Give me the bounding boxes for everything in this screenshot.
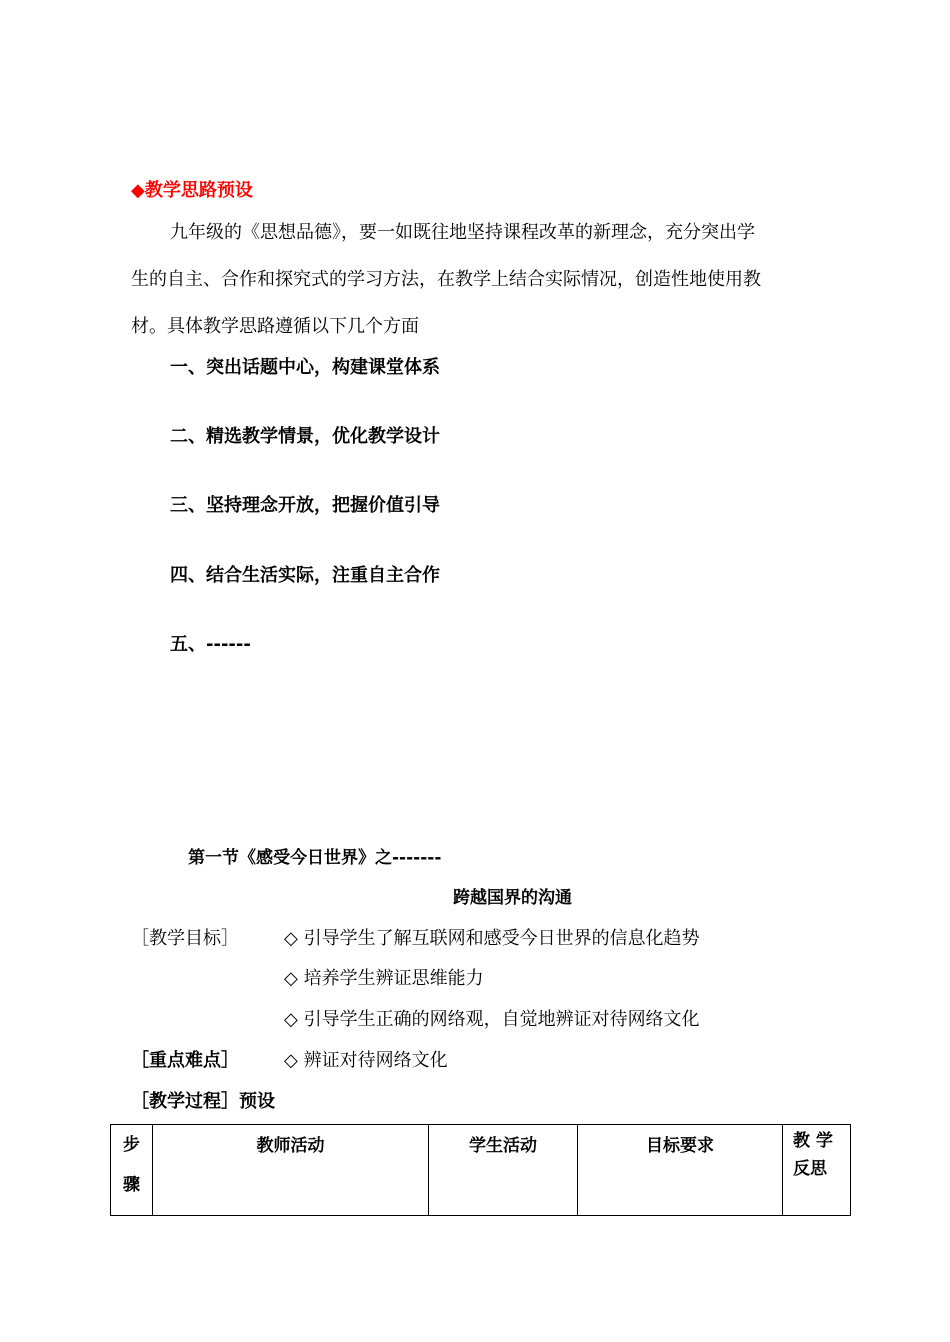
header-step-line1: 步 [123, 1135, 140, 1155]
header-goal-requirement: 目标要求 [578, 1125, 783, 1216]
key-point-item: ◇ 辨证对待网络文化 [284, 1050, 448, 1071]
header-teaching-reflection [783, 1125, 851, 1216]
header-step [111, 1125, 153, 1216]
header-reflect-line1: 教 学 [793, 1131, 833, 1151]
objectives-label: ［教学目标］ [131, 928, 239, 949]
paragraph-line-3: 材。具体教学思路遵循以下几个方面 [131, 316, 419, 337]
objective-item-2: ◇ 培养学生辨证思维能力 [284, 968, 484, 989]
header-reflect-line2: 反思 [793, 1159, 827, 1179]
header-step-line2: 骤 [123, 1175, 140, 1195]
header-student-activity: 学生活动 [429, 1125, 578, 1216]
objective-item-1: ◇ 引导学生了解互联网和感受今日世界的信息化趋势 [284, 928, 700, 949]
objective-item-3: ◇ 引导学生正确的网络观，自觉地辨证对待网络文化 [284, 1009, 700, 1030]
table-row [111, 1125, 851, 1216]
teaching-approach-heading: ◆教学思路预设 [131, 180, 253, 201]
approach-point-1: 一、突出话题中心，构建课堂体系 [170, 357, 440, 378]
approach-point-5: 五、------ [170, 634, 251, 655]
key-points-label: ［重点难点］ [131, 1050, 239, 1071]
approach-point-2: 二、精选教学情景，优化教学设计 [170, 426, 440, 447]
process-label: ［教学过程］预设 [131, 1091, 275, 1112]
lesson-subtitle: 跨越国界的沟通 [453, 888, 572, 908]
approach-point-4: 四、结合生活实际，注重自主合作 [170, 565, 440, 586]
lesson-title: 第一节《感受今日世界》之------- [188, 848, 442, 868]
paragraph-line-1: 九年级的《思想品德》，要一如既往地坚持课程改革的新理念，充分突出学 [170, 222, 755, 243]
paragraph-line-2: 生的自主、合作和探究式的学习方法，在教学上结合实际情况，创造性地使用教 [131, 269, 761, 290]
approach-point-3: 三、坚持理念开放，把握价值引导 [170, 495, 440, 516]
header-teacher-activity: 教师活动 [153, 1125, 429, 1216]
process-table [110, 1124, 851, 1216]
